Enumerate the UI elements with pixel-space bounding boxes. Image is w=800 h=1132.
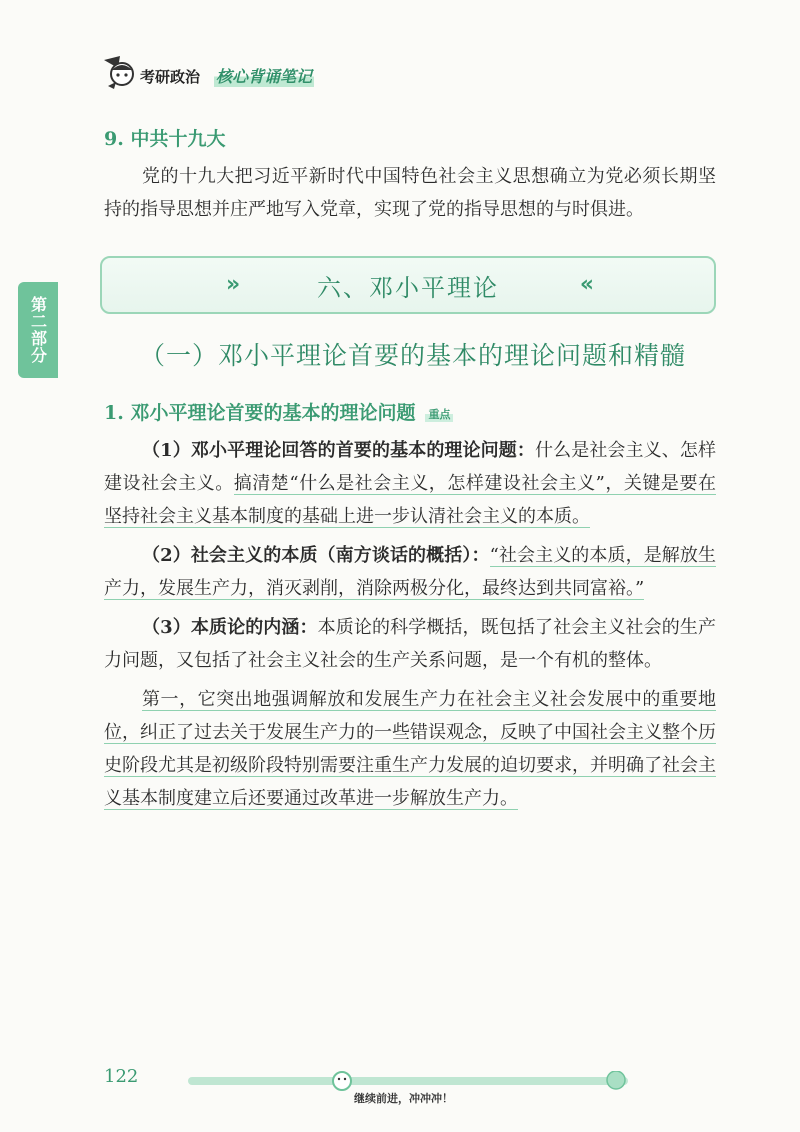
subchapter-title: （一）邓小平理论首要的基本的理论问题和精髓 (140, 341, 687, 370)
chevron-right-icon: ›› (226, 272, 237, 297)
paragraph-1-label: （1）邓小平理论回答的首要的基本的理论问题： (142, 440, 535, 461)
paragraph-1-text-a: 什么是社会主义、怎样建设社会主义。 (104, 440, 716, 494)
running-header (100, 54, 320, 94)
part-side-tab (18, 282, 58, 378)
part-label: 第二部分 (28, 296, 48, 364)
section9-paragraph: 党的十九大把习近平新时代中国特色社会主义思想确立为党必须长期坚持的指导思想并庄严地写入党章，实现了党的指导思想的与时俱进。 (104, 166, 716, 220)
paragraph-4-text: 第一，它突出地强调解放和发展生产力在社会主义社会发展中的重要地位，纠正了过去关于发展生产力的一些错误观念，反映了中国社会主义整个历史阶段尤其是初级阶段特别需要注重生产力发展的迫切要求，并明确了社会主义基本制度建立后还要通过改革进一步解放生产力。 (104, 689, 716, 809)
paragraph-1 (104, 434, 716, 533)
paragraph-3-label: （3）本质论的内涵： (142, 617, 318, 638)
paragraph-4 (104, 683, 716, 815)
key-point-badge: 重点 (425, 406, 453, 422)
footer-slogan: 继续前进，冲冲冲！ (354, 1092, 453, 1105)
paragraph-3-text: 本质论的科学概括，既包括了社会主义社会的生产力问题，又包括了社会主义社会的生产关系问题，是一个有机的整体。 (104, 617, 717, 671)
chevron-left-icon: ‹‹ (579, 272, 590, 297)
section9-body (104, 160, 716, 226)
item-heading (104, 398, 453, 425)
book-subtitle: 核心背诵笔记 (214, 64, 314, 87)
section-heading: 9. 中共十九大 (104, 128, 226, 150)
chapter-title: 六、邓小平理论 (317, 273, 499, 302)
item-heading-text: 1. 邓小平理论首要的基本的理论问题 (104, 402, 416, 424)
paragraph-2 (104, 539, 716, 605)
page-number: 122 (104, 1066, 139, 1087)
paragraph-3 (104, 611, 716, 677)
mascot-icon (100, 54, 138, 90)
paragraph-1-text-b: 搞清楚“什么是社会主义，怎样建设社会主义”，关键是要在坚持社会主义基本制度的基础上进一步认清社会主义的本质。 (104, 473, 716, 527)
paragraph-2-label: （2）社会主义的本质（南方谈话的概括）： (142, 545, 490, 566)
book-title: 考研政治 (140, 68, 201, 86)
main-body (104, 434, 716, 815)
paragraph-2-text: “社会主义的本质，是解放生产力，发展生产力，消灭剥削，消除两极分化，最终达到共同富裕。” (104, 545, 717, 599)
chapter-banner (100, 256, 716, 314)
